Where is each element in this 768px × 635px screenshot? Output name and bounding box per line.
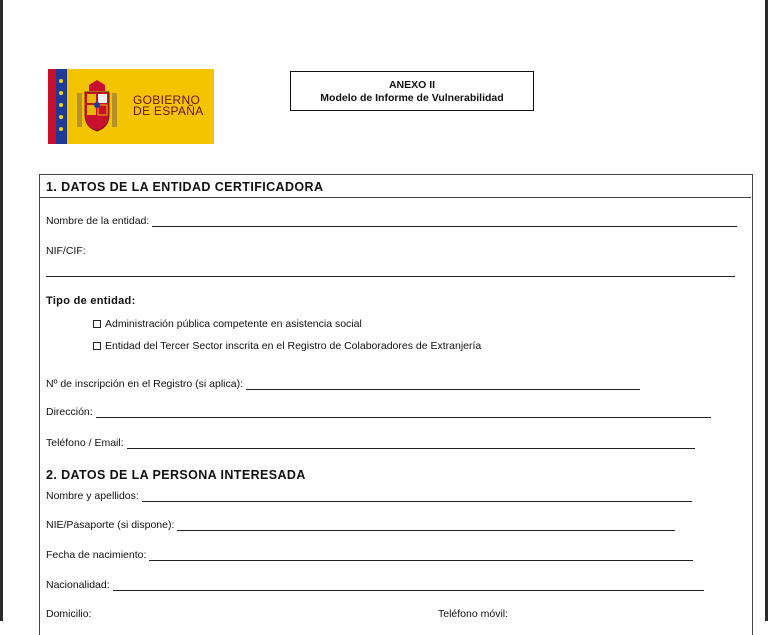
- full-name-label: Nombre y apellidos:: [46, 490, 139, 502]
- logo-line2: DE ESPAÑA: [133, 104, 204, 118]
- birth-date-field[interactable]: [46, 549, 693, 561]
- phone-email-field[interactable]: [46, 437, 695, 449]
- gobierno-logo: [48, 69, 214, 144]
- nie-field[interactable]: [46, 519, 675, 531]
- birth-date-label: Fecha de nacimiento:: [46, 549, 147, 561]
- nif-label: NIF/CIF:: [46, 245, 86, 257]
- annex-subtitle: Modelo de Informe de Vulnerabilidad: [320, 92, 504, 104]
- phone-email-line[interactable]: [127, 439, 695, 449]
- entity-name-line[interactable]: [152, 217, 737, 227]
- full-name-field[interactable]: [46, 490, 692, 502]
- entity-name-field[interactable]: [46, 215, 737, 227]
- annex-title: ANEXO II: [388, 79, 436, 91]
- address-field[interactable]: [46, 406, 711, 418]
- domicile-field[interactable]: [46, 608, 92, 620]
- registry-field[interactable]: [46, 378, 640, 390]
- entity-type-option-third-sector[interactable]: [93, 340, 481, 352]
- registry-line[interactable]: [246, 380, 640, 390]
- entity-name-label: Nombre de la entidad:: [46, 215, 150, 227]
- logo-text: [133, 95, 204, 117]
- nationality-line[interactable]: [113, 581, 704, 591]
- nie-label: NIE/Pasaporte (si dispone):: [46, 519, 175, 531]
- entity-type-label: Tipo de entidad:: [46, 295, 136, 307]
- coat-of-arms-icon: [75, 79, 119, 135]
- section2-title: 2. DATOS DE LA PERSONA INTERESADA: [46, 468, 306, 482]
- nationality-label: Nacionalidad:: [46, 579, 110, 591]
- nif-field[interactable]: [46, 245, 86, 257]
- birth-date-line[interactable]: [149, 551, 693, 561]
- domicile-label: Domicilio:: [46, 608, 92, 620]
- flag-strip: [48, 69, 67, 144]
- annex-title-box: [290, 71, 534, 111]
- entity-type-option-public[interactable]: [93, 318, 362, 330]
- section-divider: [39, 197, 751, 198]
- mobile-label: Teléfono móvil:: [438, 608, 509, 620]
- nationality-field[interactable]: [46, 579, 704, 591]
- address-line[interactable]: [96, 408, 711, 418]
- mobile-field[interactable]: [438, 608, 508, 620]
- full-name-line[interactable]: [142, 492, 692, 502]
- option1-label: Administración pública competente en asistencia social: [105, 318, 362, 330]
- address-label: Dirección:: [46, 406, 93, 418]
- checkbox-public-admin[interactable]: [93, 320, 101, 328]
- registry-label: Nº de inscripción en el Registro (si aplica):: [46, 378, 243, 390]
- checkbox-third-sector[interactable]: [93, 342, 101, 350]
- nif-line[interactable]: [46, 276, 735, 277]
- logo-line1: GOBIERNO: [133, 93, 201, 107]
- nie-line[interactable]: [177, 521, 675, 531]
- phone-email-label: Teléfono / Email:: [46, 437, 124, 449]
- window-left-edge: [0, 0, 3, 621]
- form-frame: [39, 174, 753, 635]
- option2-label: Entidad del Tercer Sector inscrita en el Registro de Colaboradores de Extranjería: [105, 340, 482, 352]
- section1-title: 1. DATOS DE LA ENTIDAD CERTIFICADORA: [46, 180, 324, 194]
